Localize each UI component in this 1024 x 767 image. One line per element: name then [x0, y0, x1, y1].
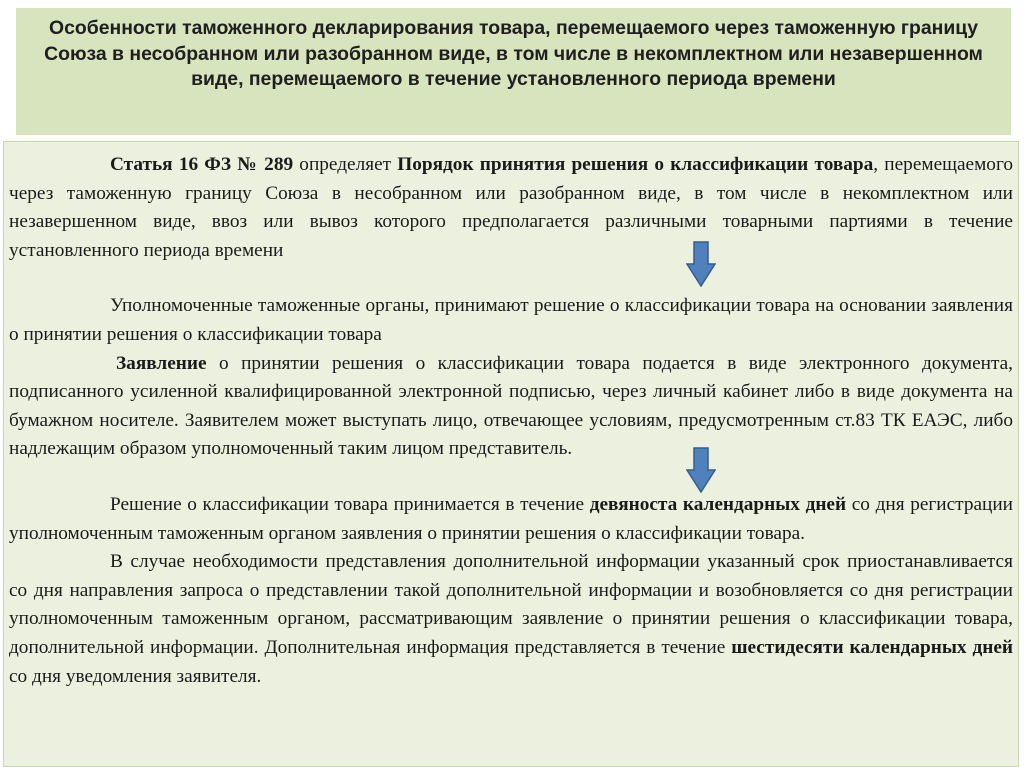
content-panel [3, 141, 1019, 767]
procedure-heading: Порядок принятия решения о классификации товара [397, 154, 874, 175]
paragraph-text: со дня регистрации уполномоченным таможенным органом заявления о принятии решения о классификации товара. [9, 493, 1013, 544]
arrow-spacer [9, 464, 1013, 491]
sixty-days-term: шестидесяти календарных дней [731, 636, 1014, 658]
arrow-spacer [9, 265, 1013, 292]
paragraph-application [9, 350, 1013, 464]
arrow-down-icon [686, 447, 716, 493]
paragraph-text: Уполномоченные таможенные органы, принимают решение о классификации товара на основании заявления о принятии решения о классификации товара [9, 295, 1013, 345]
paragraph-text: Решение о классификации товара принимается в течение [110, 493, 590, 515]
application-term: Заявление [116, 352, 207, 374]
paragraph-text: о принятии решения о классификации товара подается в виде электронного документа, подписанного усиленной квалифицированной электронной подписью, через личный кабинет либо в виде документа на бумажном носителе. Заявителем может выступать лицо, отвечающее условиям, предусмотренным ст.83 ТК ЕАЭС, либо надлежащим образом уполномоченный таким лицом представитель. [9, 352, 1013, 460]
paragraph-text: определяет [293, 154, 398, 175]
slide-title-bar [16, 8, 1011, 135]
paragraph-additional-info [9, 548, 1013, 691]
paragraph-text: В случае необходимости представления дополнительной информации указанный срок приостанавливается со дня направления запроса о представлении такой дополнительной информации и возобновляется со дня регистрации уполномоченным таможенным органом, рассматривающим заявление о принятии решения о классификации товара, дополнительной информации. Дополнительная информация представляется в течение [9, 551, 1013, 658]
paragraph-decision-term [9, 491, 1013, 548]
paragraph-text: , перемещаемого через таможенную границу Союза в несобранном или разобранном виде, в том числе в некомплектном или незавершенном виде, ввоз или вывоз которого предполагается различными товарными партиями в течение установленного периода времени [9, 154, 1014, 261]
paragraph-text: со дня уведомления заявителя. [9, 665, 262, 687]
arrow-down-icon [686, 241, 716, 287]
paragraph-article-16 [9, 151, 1013, 265]
paragraph-authorities [9, 292, 1013, 349]
slide-title: Особенности таможенного декларирования товара, перемещаемого через таможенную границу Союза в несобранном или разобранном виде, в том числе в некомплектном или незавершенном виде, перемещаемого в течение установленного периода времени [44, 17, 983, 91]
article-reference: Статья 16 ФЗ № 289 [110, 154, 294, 175]
ninety-days-term: девяноста календарных дней [589, 493, 847, 515]
